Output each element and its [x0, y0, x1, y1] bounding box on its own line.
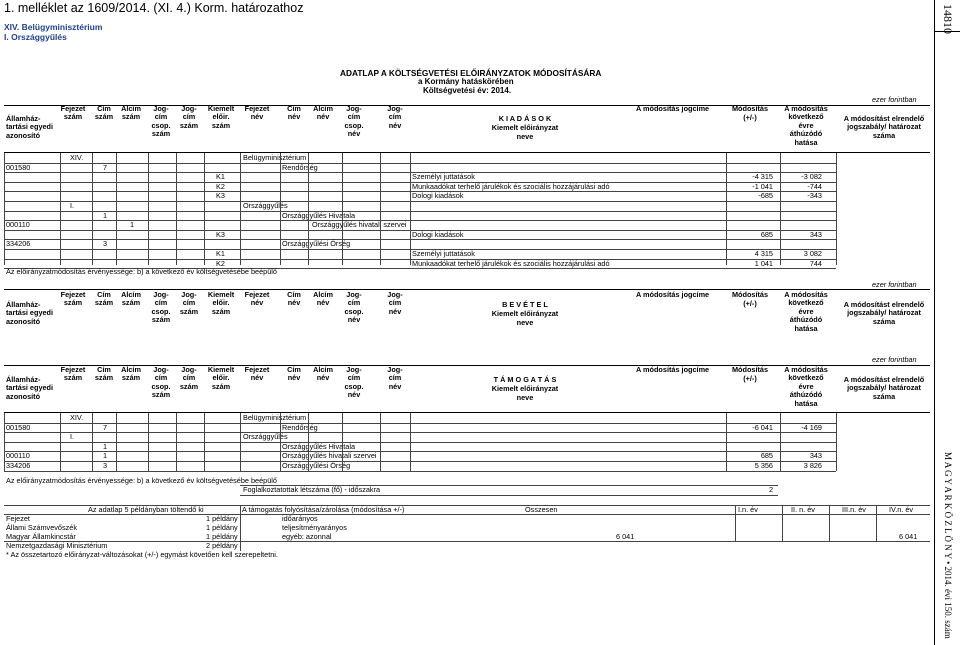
col-header-alcim-szam: Alcím szám — [121, 365, 141, 383]
row-kovetkezo: 343 — [809, 451, 822, 461]
row-name: Országgyűlés — [243, 432, 288, 442]
row-name: Belügyminisztérium — [243, 413, 307, 422]
row-fejezet: 7 — [103, 422, 108, 432]
col-header-rendelet: A módosítást elrendelő jogszabály/ határozat száma — [843, 300, 925, 326]
col-header-kovetkezo: A módosítás következő évre áthúzódó hatása — [784, 290, 828, 333]
distribution-title: Az adatlap 5 példányban töltendő ki — [88, 505, 204, 514]
form-title: ADATLAP A KÖLTSÉGVETÉSI ELŐIRÁNYZATOK MÓDOSÍTÁSÁRA — [340, 68, 602, 78]
row-description: Dologi kiadások — [412, 229, 464, 239]
row-kiemelt: K1 — [216, 249, 225, 258]
col-header-jogcim-csop-szam: Jog-cím csop. szám — [151, 104, 171, 139]
col-header-jogcim-szam: Jog-cím szám — [179, 365, 199, 391]
col-header-allamhaztartasi: Államháztartási egyedi azonosító — [6, 114, 54, 140]
row-kovetkezo: 3 826 — [803, 461, 822, 470]
quarter-1: I.n. év — [738, 505, 758, 514]
col-header-fejezet-szam: Fejezet szám — [60, 104, 86, 122]
row-modositas: -6 041 — [752, 422, 773, 432]
row-kiemelt: K3 — [216, 229, 225, 239]
row-modositas: -1 041 — [752, 181, 773, 191]
row-name: Rendőrség — [282, 162, 318, 172]
row-kiemelt: K1 — [216, 172, 225, 182]
row-name: Belügyminisztérium — [243, 153, 307, 162]
col-header-jogcime: A módosítás jogcíme — [636, 290, 710, 299]
row-modositas: 685 — [760, 229, 773, 239]
row-alcim: 1 — [130, 220, 135, 230]
col-header-kiemelt-eloir-szam: Kiemelt előir. szám — [207, 365, 235, 391]
col-header-jogcim-nev: Jog-cím név — [387, 290, 403, 316]
journal-name: M A G Y A R K Ö Z L Ö N Y • 2014. évi 150. szám — [943, 452, 953, 639]
row-cim: 3 — [103, 239, 108, 249]
col-header-jogcim-csop-nev: Jog-cím csop. név — [344, 365, 364, 400]
row-fejezet: XIV. — [70, 413, 84, 422]
row-description: Dologi kiadások — [412, 191, 464, 201]
row-name: Országgyűlési Őrség — [282, 239, 351, 249]
q1-value: 6 041 — [899, 532, 918, 541]
tamogatas-label: T Á M O G A T Á S — [493, 375, 557, 384]
dist-name: Fejezet — [6, 514, 30, 523]
col-header-jogcim-csop-nev: Jog-cím csop. név — [344, 290, 364, 325]
col-header-kiemelt-eloir-szam: Kiemelt előir. szám — [207, 104, 235, 130]
bevetel-label: B E V É T E L — [502, 300, 548, 309]
unit-label: ezer forintban — [872, 95, 917, 104]
headcount-label: Foglalkoztatottak létszáma (fő) - időszakra — [243, 485, 381, 494]
col-header-neve: neve — [516, 132, 534, 141]
page-header: 1. melléklet az 1609/2014. (XI. 4.) Korm. határozathoz — [4, 1, 304, 15]
col-header-jogcim-csop-szam: Jog-cím csop. szám — [151, 290, 171, 325]
col-header-jogcime: A módosítás jogcíme — [636, 365, 710, 374]
col-header-jogcim-nev: Jog-cím név — [387, 365, 403, 391]
row-cim: 7 — [103, 162, 108, 172]
divider — [4, 152, 930, 153]
row-kovetkezo: 744 — [809, 258, 822, 268]
col-header-kovetkezo: A módosítás következő évre áthúzódó hatása — [784, 365, 828, 408]
headcount-value: 2 — [769, 485, 774, 494]
dist-count: 1 példány — [206, 514, 238, 523]
row-azonosito: 334206 — [6, 461, 31, 470]
col-header-alcim-nev: Alcím név — [313, 365, 333, 383]
form-subtitle: a Kormány hatáskörében — [418, 77, 514, 86]
ministry-label: XIV. Belügyminisztérium — [4, 22, 103, 32]
row-description: Személyi juttatások — [412, 172, 475, 182]
dist-name: Nemzetgazdasági Minisztérium — [6, 541, 108, 550]
col-header-neve: neve — [516, 393, 534, 402]
row-name: Országgyűlés — [243, 201, 288, 210]
side-band — [934, 0, 960, 645]
row-fejezet: XIV. — [70, 153, 84, 162]
row-kiemelt: K2 — [216, 181, 225, 191]
row-fejezet: 1 — [103, 451, 108, 461]
col-header-kiemelt-eloir-szam: Kiemelt előir. szám — [207, 290, 235, 316]
row-cim: 1 — [103, 210, 108, 220]
validity-note-2: Az előirányzatmódosítás érvényessége: b) a következő év költségvetésébe beépülő — [6, 476, 277, 485]
col-header-allamhaztartasi: Államháztartási egyedi azonosító — [6, 300, 54, 326]
form-year: Költségvetési év: 2014. — [423, 86, 512, 95]
col-header-rendelet: A módosítást elrendelő jogszabály/ határozat száma — [843, 114, 925, 140]
col-header-neve: neve — [516, 318, 534, 327]
col-header-alcim-szam: Alcím szám — [121, 290, 141, 308]
kiadasok-label: K I A D Á S O K — [498, 114, 552, 123]
col-header-cim-nev: Cím név — [287, 104, 301, 122]
col-header-jogcime: A módosítás jogcíme — [636, 104, 710, 113]
dist-count: 1 példány — [206, 523, 238, 532]
col-header-cim-nev: Cím név — [287, 290, 301, 308]
col-header-jogcim-csop-nev: Jog-cím csop. név — [344, 104, 364, 139]
col-header-kiemelt-eloiranyzat: Kiemelt előirányzat — [491, 309, 559, 318]
row-fejezet: 1 — [103, 441, 108, 451]
row-fejezet: I. — [70, 201, 75, 210]
row-fejezet: I. — [70, 432, 75, 442]
row-azonosito: 001580 — [6, 162, 31, 172]
row-name: Rendőrség — [282, 422, 318, 432]
quarter-3: III.n. év — [842, 505, 866, 514]
col-header-alcim-nev: Alcím név — [313, 104, 333, 122]
row-kovetkezo: 3 082 — [803, 249, 822, 258]
col-header-jogcim-szam: Jog-cím szám — [179, 290, 199, 316]
col-header-cim-nev: Cím név — [287, 365, 301, 383]
col-header-kiemelt-eloiranyzat: Kiemelt előirányzat — [491, 123, 559, 132]
col-header-fejezet-nev: Fejezet név — [244, 104, 270, 122]
validity-note: Az előirányzatmódosítás érvényessége: b) a következő év költségvetésébe beépülő — [6, 267, 277, 276]
col-header-modositas: Módosítás — [731, 104, 769, 113]
col-header-jogcim-szam: Jog-cím szám — [179, 104, 199, 130]
col-header-modositas-sign: (+/-) — [743, 299, 757, 308]
dist-name: Állami Számvevőszék — [6, 523, 77, 532]
payment-kind: időarányos — [282, 514, 318, 523]
row-kovetkezo: -3 082 — [801, 172, 822, 182]
col-header-alcim-szam: Alcím szám — [121, 104, 141, 122]
footnote: * Az összetartozó előirányzat-változásokat (+/-) egymást követően kell szerepeltetni. — [6, 550, 278, 559]
org-label: I. Országgyűlés — [4, 32, 67, 42]
row-kovetkezo: 343 — [809, 229, 822, 239]
dist-name: Magyar Államkincstár — [6, 532, 76, 541]
col-header-cim-szam: Cím szám — [94, 365, 114, 383]
row-azonosito: 334206 — [6, 239, 31, 249]
row-description: Munkaadókat terhelő járulékok és szociális hozzájárulási adó — [412, 181, 610, 191]
col-header-kovetkezo: A módosítás következő évre áthúzódó hatása — [784, 104, 828, 147]
dist-count: 1 példány — [206, 532, 238, 541]
row-description: Személyi juttatások — [412, 249, 475, 258]
col-header-jogcim-csop-szam: Jog-cím csop. szám — [151, 365, 171, 400]
row-name: Országgyűlési Őrség — [282, 461, 351, 470]
unit-label-2: ezer forintban — [872, 280, 917, 289]
row-kiemelt: K3 — [216, 191, 225, 201]
col-header-modositas-sign: (+/-) — [743, 374, 757, 383]
row-kovetkezo: -343 — [807, 191, 822, 201]
col-header-modositas: Módosítás — [731, 290, 769, 299]
dist-count: 2 példány — [206, 541, 238, 550]
quarter-2: II. n. év — [791, 505, 815, 514]
row-modositas: 4 315 — [754, 249, 773, 258]
col-header-cim-szam: Cím szám — [94, 290, 114, 308]
row-fejezet: 3 — [103, 461, 108, 470]
row-modositas: 685 — [760, 451, 773, 461]
row-modositas: 1 041 — [754, 258, 773, 268]
col-header-fejezet-szam: Fejezet szám — [60, 365, 86, 383]
row-name: Országgyűlés hivatali szervei — [312, 220, 407, 230]
row-azonosito: 001580 — [6, 422, 31, 432]
col-header-jogcim-nev: Jog-cím név — [387, 104, 403, 130]
row-modositas: -685 — [758, 191, 773, 201]
row-azonosito: 000110 — [6, 220, 30, 230]
col-header-fejezet-nev: Fejezet név — [244, 290, 270, 308]
col-header-alcim-nev: Alcím név — [313, 290, 333, 308]
row-modositas: -4 315 — [752, 172, 773, 182]
col-header-rendelet: A módosítást elrendelő jogszabály/ határozat száma — [843, 375, 925, 401]
col-header-modositas: Módosítás — [731, 365, 769, 374]
row-kiemelt: K2 — [216, 258, 225, 268]
row-name: Országgyűlés Hivatala — [282, 441, 356, 451]
row-kovetkezo: -4 169 — [801, 422, 822, 432]
osszesen-label: Összesen — [525, 505, 558, 514]
col-header-fejezet-nev: Fejezet név — [244, 365, 270, 383]
row-modositas: 5 356 — [754, 461, 773, 470]
quarter-4: IV.n. év — [889, 505, 914, 514]
payment-kind: teljesítményarányos — [282, 523, 347, 532]
row-name: Országgyűlés hivatali szervei — [282, 451, 377, 461]
payment-kind: egyéb: azonnal — [282, 532, 332, 541]
page-number: 14810 — [941, 4, 955, 34]
col-header-fejezet-szam: Fejezet szám — [60, 290, 86, 308]
payment-title: A támogatás folyósítása/zárolása (módosítása +/-) — [242, 505, 405, 514]
col-header-kiemelt-eloiranyzat: Kiemelt előirányzat — [491, 384, 559, 393]
col-header-cim-szam: Cím szám — [94, 104, 114, 122]
osszesen-value: 6 041 — [616, 532, 635, 541]
row-kovetkezo: -744 — [807, 181, 822, 191]
unit-label-3: ezer forintban — [872, 355, 917, 364]
row-description: Munkaadókat terhelő járulékok és szociális hozzájárulási adó — [412, 258, 610, 268]
col-header-modositas-sign: (+/-) — [743, 113, 757, 122]
row-name: Országgyűlés Hivatala — [282, 210, 356, 220]
row-azonosito: 000110 — [6, 451, 30, 461]
col-header-allamhaztartasi: Államháztartási egyedi azonosító — [6, 375, 54, 401]
divider — [4, 412, 930, 413]
